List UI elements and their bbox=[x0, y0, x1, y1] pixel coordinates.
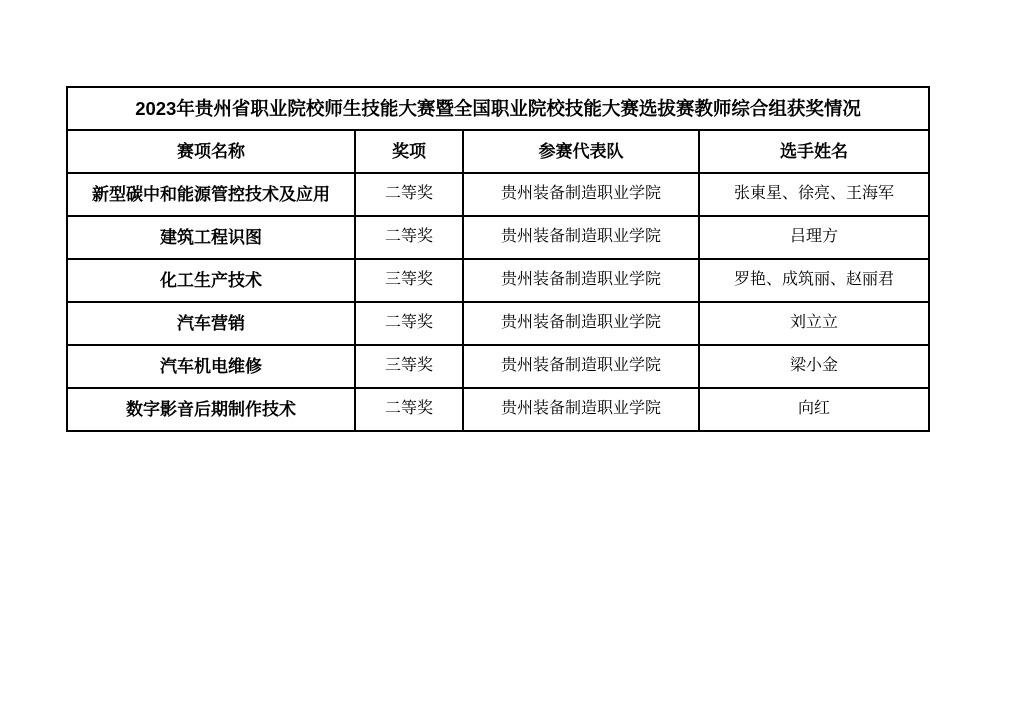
document-title: 2023年贵州省职业院校师生技能大赛暨全国职业院校技能大赛选拔赛教师综合组获奖情况 bbox=[67, 87, 929, 130]
cell-team: 贵州装备制造职业学院 bbox=[463, 173, 699, 216]
column-header-event: 赛项名称 bbox=[67, 130, 355, 173]
table-title-row bbox=[67, 87, 929, 130]
cell-team: 贵州装备制造职业学院 bbox=[463, 388, 699, 431]
cell-event: 数字影音后期制作技术 bbox=[67, 388, 355, 431]
cell-names: 张東星、徐亮、王海军 bbox=[699, 173, 929, 216]
cell-event: 化工生产技术 bbox=[67, 259, 355, 302]
cell-event: 建筑工程识图 bbox=[67, 216, 355, 259]
cell-team: 贵州装备制造职业学院 bbox=[463, 259, 699, 302]
table-row bbox=[67, 173, 929, 216]
table-row bbox=[67, 216, 929, 259]
table-row bbox=[67, 388, 929, 431]
column-header-award: 奖项 bbox=[355, 130, 463, 173]
cell-team: 贵州装备制造职业学院 bbox=[463, 345, 699, 388]
cell-event: 汽车营销 bbox=[67, 302, 355, 345]
cell-names: 吕理方 bbox=[699, 216, 929, 259]
table-row bbox=[67, 345, 929, 388]
cell-award: 三等奖 bbox=[355, 345, 463, 388]
cell-names: 罗艳、成筑丽、赵丽君 bbox=[699, 259, 929, 302]
cell-award: 二等奖 bbox=[355, 216, 463, 259]
column-header-team: 参赛代表队 bbox=[463, 130, 699, 173]
cell-names: 梁小金 bbox=[699, 345, 929, 388]
cell-event: 新型碳中和能源管控技术及应用 bbox=[67, 173, 355, 216]
cell-names: 向红 bbox=[699, 388, 929, 431]
cell-award: 二等奖 bbox=[355, 302, 463, 345]
award-table-container bbox=[66, 86, 928, 432]
cell-team: 贵州装备制造职业学院 bbox=[463, 216, 699, 259]
award-table bbox=[66, 86, 930, 432]
cell-award: 二等奖 bbox=[355, 388, 463, 431]
table-row bbox=[67, 259, 929, 302]
table-header-row bbox=[67, 130, 929, 173]
cell-event: 汽车机电维修 bbox=[67, 345, 355, 388]
table-row bbox=[67, 302, 929, 345]
cell-team: 贵州装备制造职业学院 bbox=[463, 302, 699, 345]
cell-award: 三等奖 bbox=[355, 259, 463, 302]
column-header-name: 选手姓名 bbox=[699, 130, 929, 173]
cell-award: 二等奖 bbox=[355, 173, 463, 216]
cell-names: 刘立立 bbox=[699, 302, 929, 345]
